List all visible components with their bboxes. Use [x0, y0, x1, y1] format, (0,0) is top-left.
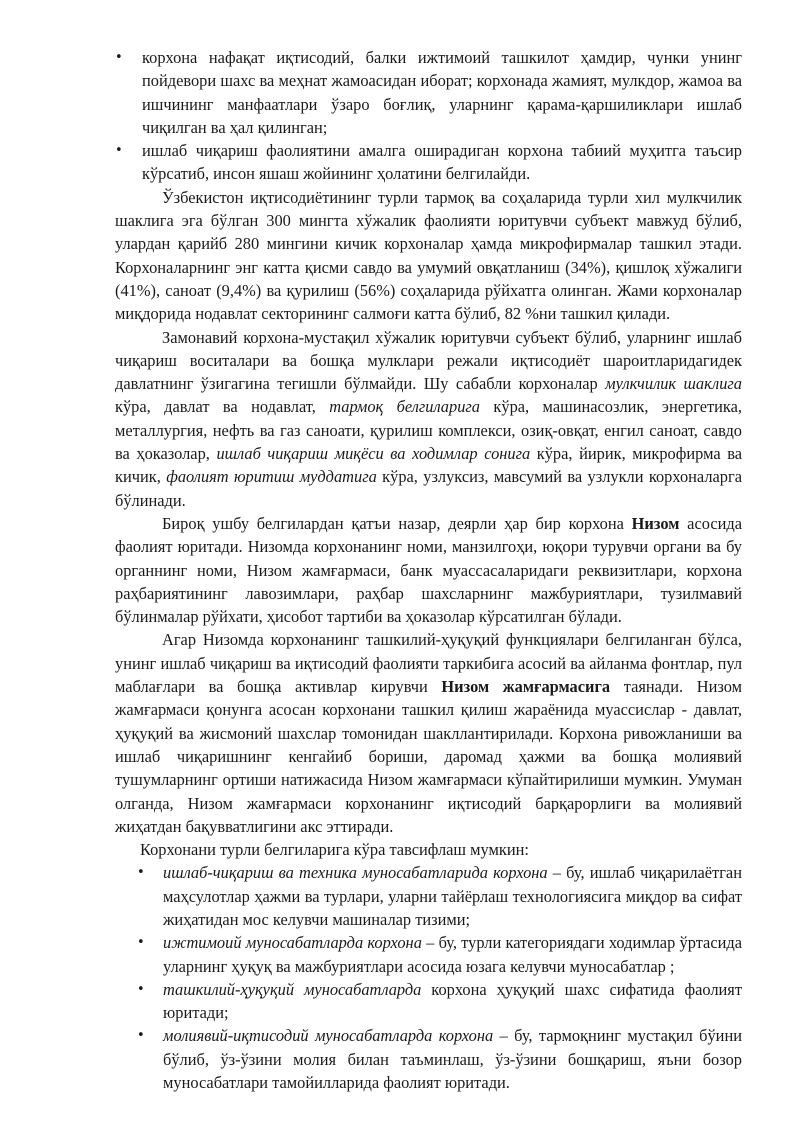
paragraph-charter-fund — [115, 628, 742, 838]
text-run: кўра, йирик, микрофирма ва кичик, — [115, 444, 743, 487]
italic-term: молиявий-иқтисодий муносабатларда корхона — [163, 1026, 494, 1046]
bullet-icon: • — [137, 865, 145, 881]
italic-term: мулкчилик шаклига — [605, 374, 742, 394]
list-item — [115, 139, 742, 186]
list-item-text: корхона ҳуқуқий шахс сифатида фаолият юритади; — [163, 979, 742, 1023]
italic-term: ижтимоий муносабатларда корхона — [163, 933, 422, 953]
list-item-text: – бу, тармоқнинг мустақил бўини бўлиб, ўз-ўзини молия билан таъминлаш, ўз-ўзини бошқариш, яъни бозор муносабатлари тамойилларида фаолият юритади. — [163, 1026, 742, 1093]
text-run: кўра, узлуксиз, мавсумий ва узлукли корхоналарга бўлинади. — [115, 467, 742, 510]
bold-term: Низом — [631, 513, 680, 533]
bold-term: Низом жамғармасига — [441, 677, 611, 697]
bullet-icon: • — [115, 50, 123, 65]
text-run: Замонавий корхона-мустақил хўжалик юритувчи субъект бўлиб, уларнинг ишлаб чиқариш воситалари ва бошқа мулклари режали иқтисодиёт шароитларидагидек давлатнинг ўзигагина тегишли бўлмайди. Шу сабабли корхоналар — [115, 327, 742, 394]
list-item-text: – бу, турли категориядаги ходимлар ўртасида уларнинг ҳуқуқ ва мажбуриятлари асосида юзага келувчи муносабатлар ; — [163, 933, 742, 976]
text-run: асосида фаолият юритади. Низомда корхонанинг номи, манзилгоҳи, юқори турувчи органи ва бу органнинг номи, Низом жамғармаси, банк муассасаларидаги реквизитлари, корхона раҳбариятининг лавозимлари, раҳбар шахсларнинг мажбуриятлари, тузилмавий бўлинмалар рўйхати, ҳисобот тартиби ва ҳоказолар кўрсатилган бўлади. — [115, 513, 742, 627]
bullet-icon: • — [115, 143, 123, 159]
text-run: Агар Низомда корхонанинг ташкилий-ҳуқуқий функциялари белгиланган бўлса, унинг ишлаб чиқариш ва иқтисодий фаолияти таркибига асосий ва айланма фонтлар, пул маблағлари ва бошқа активлар кирувчи — [115, 630, 742, 697]
italic-term: ташкилий-ҳуқуқий муносабатларда — [163, 979, 422, 999]
italic-term: фаолият юритиш муддатига — [166, 467, 377, 487]
list-item-text: корхона нафақат иқтисодий, балки ижтимоий ташкилот ҳамдир, чунки унинг пойдевори шахс ва меҳнат жамоасидан иборат; корхонада жамият, мулкдор, жамоа ва ишчининг манфаатлари ўзаро боғлиқ, уларнинг қарама-қаршиликлари ишлаб чиқилган ва ҳал қилинган; — [142, 48, 742, 137]
paragraph-charter — [115, 512, 742, 628]
list-item-text: ишлаб чиқариш фаолиятини амалга оширадиган корхона табиий муҳитга таъсир кўрсатиб, инсон яшаш жойининг ҳолатини белгилайди. — [142, 141, 742, 184]
list-item — [137, 861, 742, 931]
italic-term: ишлаб чиқариш миқёси ва ходимлар сонига — [216, 444, 531, 464]
list-item-text: – бу, ишлаб чиқарилаётган маҳсулотлар ҳажми ва турлари, уларни тайёрлаш технологиясига миқдор ва сифат жиҳатидан мос келувчи машиналар тизими; — [163, 863, 742, 929]
bullet-icon: • — [137, 1028, 145, 1044]
list-item — [115, 46, 742, 139]
text-run: кўра, машинасозлик, энергетика, металлургия, нефть ва газ саноати, қурилиш комплекси, озиқ-овқат, енгил саноат, савдо ва ҳоказолар, — [115, 397, 742, 464]
italic-term: ишлаб-чиқариш ва техника муносабатларида корхона — [163, 863, 548, 883]
text-run: кўра, давлат ва нодавлат, — [115, 397, 330, 417]
text-run: таянади. Низом жамғармаси қонунга асосан корхонани ташкил қилиш жараёнида муассислар - давлат, ҳуқуқий ва жисмоний шахслар томонидан шакллантирилади. Корхона ривожланиши ва ишлаб чиқаришнинг кенгайиб бориши, даромад ҳажми ва бошқа молиявий тушумларнинг ортиши натижасида Низом жамғармаси кўпайтирилиши мумкин. Умуман олганда, Низом жамғармаси корхонанинг иқтисодий барқарорлиги ва молиявий жиҳатдан бақувватлигини акс эттиради. — [115, 677, 742, 836]
list-item — [137, 931, 742, 978]
text-run: Бироқ ушбу белгилардан қатъи назар, деярли ҳар бир корхона — [162, 513, 632, 533]
list-item — [137, 978, 742, 1025]
list-lead-in: Корхонани турли белгиларига кўра тавсифлаш мумкин: — [140, 840, 529, 860]
italic-term: тармоқ белгиларига — [329, 397, 480, 417]
bottom-bullet-list — [137, 861, 742, 1094]
bullet-icon: • — [137, 981, 145, 997]
paragraph-enterprises-stats: Ўзбекистон иқтисодиётининг турли тармоқ ва соҳаларида турли хил мулкчилик шаклига эга бўлган 300 мингта хўжалик фаолияти юритувчи субъект мавжуд бўлиб, улардан қарийб 280 мингини кичик корхоналар ҳамда микрофирмалар ташкил этади. Корхоналарнинг энг катта қисми савдо ва умумий овқатланиш (34%), қишлоқ хўжалиги (41%), саноат (9,4%) ва қурилиш (56%) соҳаларида рўйхатга олинган. Жами корхоналар миқдорида нодавлат секторининг салмоғи катта бўлиб, 82 %ни ташкил қилади. — [115, 187, 742, 324]
list-item — [137, 1024, 742, 1094]
paragraph-classification — [115, 326, 742, 512]
top-bullet-list — [115, 46, 742, 186]
bullet-icon: • — [137, 935, 145, 951]
